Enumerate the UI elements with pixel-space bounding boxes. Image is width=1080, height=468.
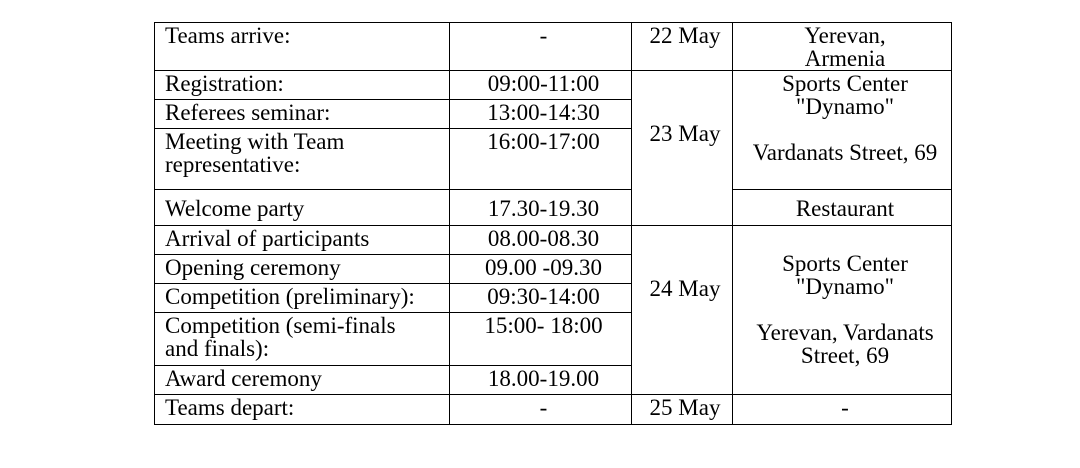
venue-cell	[733, 71, 952, 190]
venue-spacer	[743, 298, 947, 321]
event-cell: Referees seminar:	[155, 100, 450, 129]
event-cell: Award ceremony	[155, 366, 450, 395]
date-24-may: 24 May	[649, 276, 721, 301]
table-row	[155, 23, 952, 71]
venue-line: "Dynamo"	[796, 274, 894, 299]
event-cell: Meeting with Team representative:	[155, 129, 450, 190]
event-cell: Arrival of participants	[155, 226, 450, 255]
table-row	[155, 226, 952, 255]
event-cell: Opening ceremony	[155, 255, 450, 284]
time-cell: -	[450, 395, 632, 425]
venue-cell: -	[733, 395, 952, 425]
date-cell: 22 May	[632, 23, 733, 71]
event-cell: Welcome party	[155, 190, 450, 226]
time-cell: 09:30-14:00	[450, 284, 632, 313]
venue-line: Vardanats Street, 69	[752, 140, 938, 165]
time-cell: 09.00 -09.30	[450, 255, 632, 284]
event-cell: Teams arrive:	[155, 23, 450, 71]
venue-line: Yerevan,	[804, 23, 886, 48]
venue-line: Sports Center	[782, 251, 908, 276]
time-cell: 13:00-14:30	[450, 100, 632, 129]
time-cell: 18.00-19.00	[450, 366, 632, 395]
table-row	[155, 395, 952, 425]
event-cell: Competition (preliminary):	[155, 284, 450, 313]
venue-cell	[733, 23, 952, 71]
event-cell: Teams depart:	[155, 395, 450, 425]
venue-cell: Restaurant	[733, 190, 952, 226]
table-row	[155, 71, 952, 100]
time-cell: 08.00-08.30	[450, 226, 632, 255]
venue-spacer	[743, 118, 947, 141]
event-cell: Registration:	[155, 71, 450, 100]
time-cell: 16:00-17:00	[450, 129, 632, 190]
table-row	[155, 190, 952, 226]
venue-line: Armenia	[804, 46, 886, 71]
venue-line: "Dynamo"	[796, 94, 894, 119]
venue-line: Sports Center	[782, 71, 908, 96]
event-cell: Competition (semi-finals and finals):	[155, 313, 450, 366]
schedule-table	[154, 22, 952, 425]
time-cell: 17.30-19.30	[450, 190, 632, 226]
date-23-may: 23 May	[649, 121, 721, 146]
time-cell: 15:00- 18:00	[450, 313, 632, 366]
date-cell	[632, 226, 733, 395]
time-cell: -	[450, 23, 632, 71]
venue-cell	[733, 226, 952, 395]
venue-line: Yerevan, Vardanats	[756, 320, 934, 345]
time-cell: 09:00-11:00	[450, 71, 632, 100]
date-cell: 25 May	[632, 395, 733, 425]
venue-line: Street, 69	[800, 343, 890, 368]
date-cell	[632, 71, 733, 226]
